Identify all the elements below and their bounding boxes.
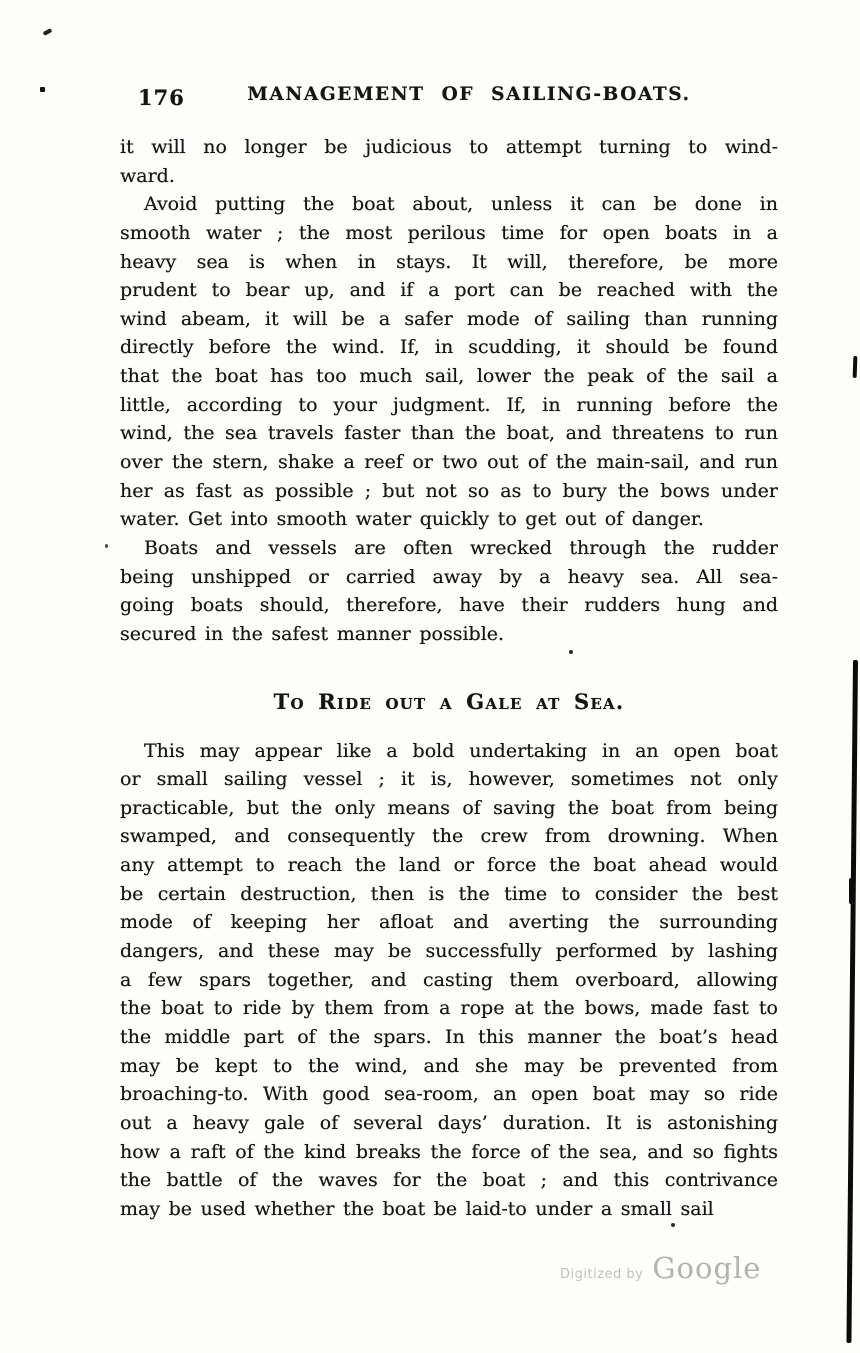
text-line: her as fast as possible ; but not so as to bury the bows under — [120, 479, 778, 502]
text-line: how a raft of the kind breaks the force of the sea, and so fights — [120, 1140, 778, 1163]
text-line: swamped, and consequently the crew from drowning. When — [120, 825, 778, 848]
text-line: prudent to bear up, and if a port can be reached with the — [120, 279, 778, 302]
text-line: Avoid putting the boat about, unless it can be done in — [144, 193, 778, 216]
paragraph — [120, 133, 778, 190]
text-line: over the stern, shake a reef or two out of the main-sail, and run — [120, 451, 778, 474]
text-line: little, according to your judgment. If, in running before the — [120, 393, 778, 416]
text-line: wind abeam, it will be a safer mode of sailing than running — [120, 307, 778, 330]
text-line: broaching-to. With good sea-room, an open boat may so ride — [120, 1083, 778, 1106]
body-paragraphs — [120, 133, 778, 649]
scan-edge-mark — [853, 356, 858, 378]
watermark-prefix: Digitized by — [560, 1267, 644, 1282]
text-line: it will no longer be judicious to attempt turning to wind- — [120, 136, 778, 158]
paragraph — [120, 737, 778, 1224]
paragraph — [120, 534, 778, 649]
text-line: wind, the sea travels faster than the boat, and threatens to run — [120, 422, 778, 445]
text-line: practicable, but the only means of saving the boat from being — [120, 796, 778, 819]
page-header — [120, 84, 778, 114]
text-line: may be used whether the boat be laid-to under a small sail — [120, 1197, 714, 1220]
text-line: dangers, and these may be successfully performed by lashing — [120, 940, 778, 963]
text-line: mode of keeping her afloat and averting the surrounding — [120, 911, 778, 934]
page-number: 176 — [138, 85, 185, 110]
text-line: be certain destruction, then is the time to consider the best — [120, 882, 778, 905]
section-paragraphs — [120, 737, 778, 1224]
page-edge-shadow — [849, 878, 853, 904]
scan-speck — [40, 87, 45, 92]
text-line: the middle part of the spars. In this manner the boat’s head — [120, 1025, 778, 1048]
text-line: that the boat has too much sail, lower the peak of the sail a — [120, 365, 778, 388]
text-line: the boat to ride by them from a rope at the bows, made fast to — [120, 997, 778, 1020]
watermark — [560, 1251, 761, 1285]
text-line: going boats should, therefore, have their rudders hung and — [120, 594, 778, 617]
text-line: directly before the wind. If, in scudding, it should be found — [120, 336, 778, 359]
scan-speck — [105, 544, 108, 548]
google-logo: Google — [652, 1251, 762, 1285]
text-line: ward. — [120, 164, 175, 187]
section-heading: To Ride out a Gale at Sea. — [273, 688, 625, 714]
text-line: the battle of the waves for the boat ; and this contrivance — [120, 1169, 778, 1192]
running-header: MANAGEMENT OF SAILING-BOATS. — [247, 84, 691, 105]
text-line: heavy sea is when in stays. It will, therefore, be more — [120, 250, 778, 273]
text-line: any attempt to reach the land or force the boat ahead would — [120, 854, 778, 877]
text-line: may be kept to the wind, and she may be prevented from — [120, 1054, 778, 1077]
text-line: out a heavy gale of several days’ duration. It is astonishing — [120, 1111, 778, 1134]
text-line: water. Get into smooth water quickly to get out of danger. — [120, 508, 704, 531]
page-edge-shadow — [846, 660, 858, 1343]
page-body — [120, 133, 778, 1223]
text-line: a few spars together, and casting them overboard, allowing — [120, 968, 778, 991]
paragraph — [120, 190, 778, 534]
text-line: or small sailing vessel ; it is, however, sometimes not only — [120, 768, 778, 791]
text-line: smooth water ; the most perilous time for open boats in a — [120, 221, 778, 244]
text-line: Boats and vessels are often wrecked through the rudder — [144, 536, 778, 559]
text-line: This may appear like a bold undertaking in an open boat — [144, 739, 778, 762]
scan-speck — [671, 1223, 675, 1227]
text-line: secured in the safest manner possible. — [120, 622, 505, 645]
text-line: being unshipped or carried away by a heavy sea. All sea- — [120, 565, 778, 588]
scan-speck — [43, 28, 53, 36]
